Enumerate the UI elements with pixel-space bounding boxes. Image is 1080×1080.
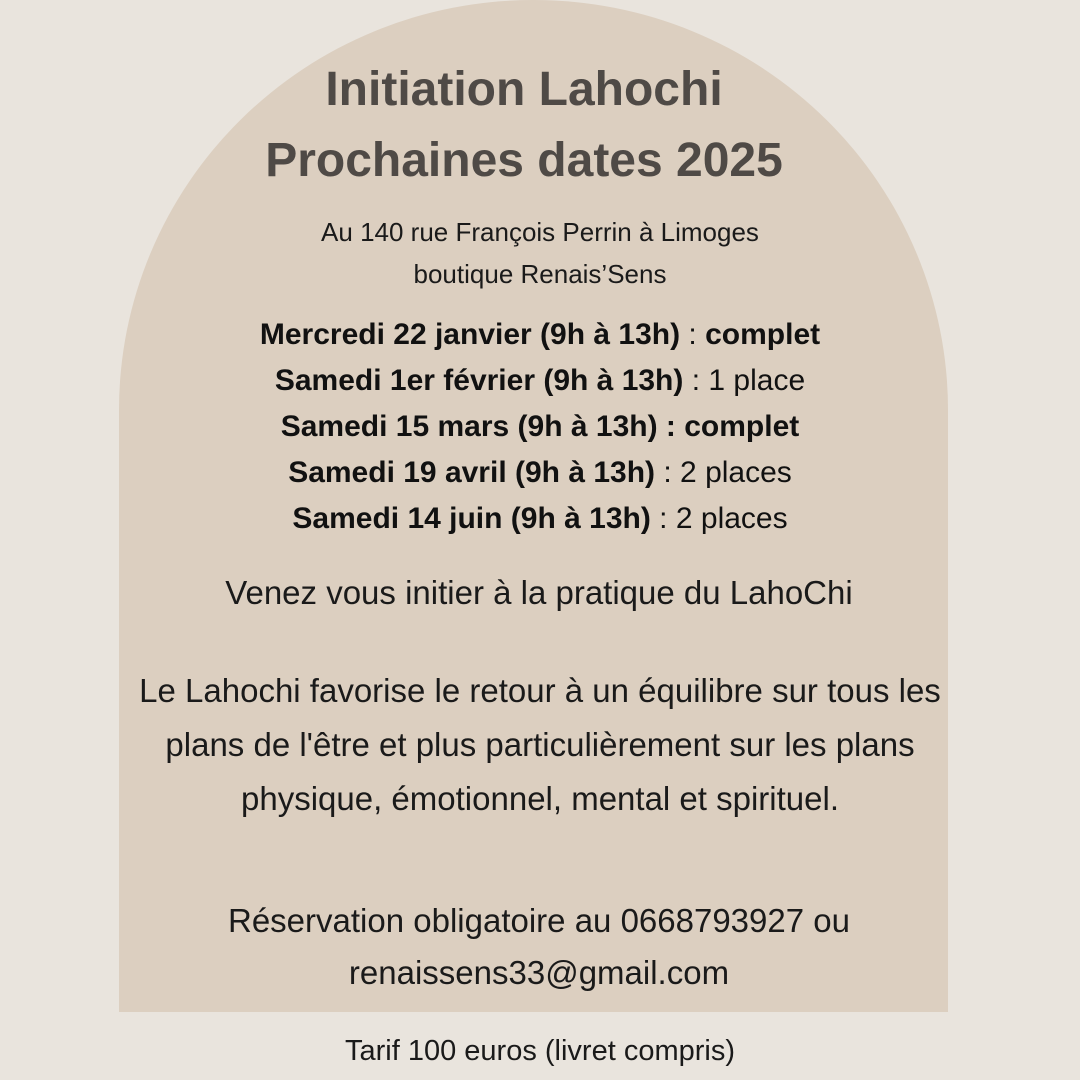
date-label: Samedi 14 juin (9h à 13h) (292, 502, 651, 535)
date-item (0, 312, 1080, 358)
reservation-block (119, 895, 959, 999)
invite-text: Venez vous initier à la pratique du LahoChi (225, 574, 853, 611)
date-label: Samedi 1er février (9h à 13h) (274, 364, 684, 397)
date-separator: : (650, 502, 676, 535)
date-status: complet (705, 318, 821, 351)
dates-list (0, 312, 1080, 542)
date-item (0, 358, 1080, 404)
reservation-email: renaissens33@gmail.com (348, 954, 730, 991)
shop-name: boutique Renais’Sens (413, 259, 667, 289)
description-text: Le Lahochi favorise le retour à un équilibre sur tous les plans de l'être et plus particulièrement sur les plans physique, émotionnel, mental et spirituel. (139, 672, 941, 817)
date-label: Samedi 19 avril (9h à 13h) (288, 456, 656, 489)
date-separator: : (683, 364, 709, 397)
date-status: 2 places (675, 502, 788, 535)
price-text: Tarif 100 euros (livret compris) (345, 1035, 735, 1067)
date-separator: : (680, 318, 706, 351)
date-label: Samedi 15 mars (9h à 13h) : complet (280, 410, 800, 443)
date-status: 2 places (680, 456, 792, 489)
date-item (0, 404, 1080, 450)
page-title: Initiation Lahochi (325, 63, 723, 116)
reservation-phone: Réservation obligatoire au 0668793927 ou (228, 902, 850, 939)
date-item (0, 496, 1080, 542)
date-label: Mercredi 22 janvier (9h à 13h) (259, 318, 681, 351)
date-item (0, 450, 1080, 496)
address-line: Au 140 rue François Perrin à Limoges (321, 217, 759, 247)
date-separator: : (655, 456, 681, 489)
page-subtitle: Prochaines dates 2025 (265, 134, 783, 187)
date-status: 1 place (708, 364, 806, 397)
